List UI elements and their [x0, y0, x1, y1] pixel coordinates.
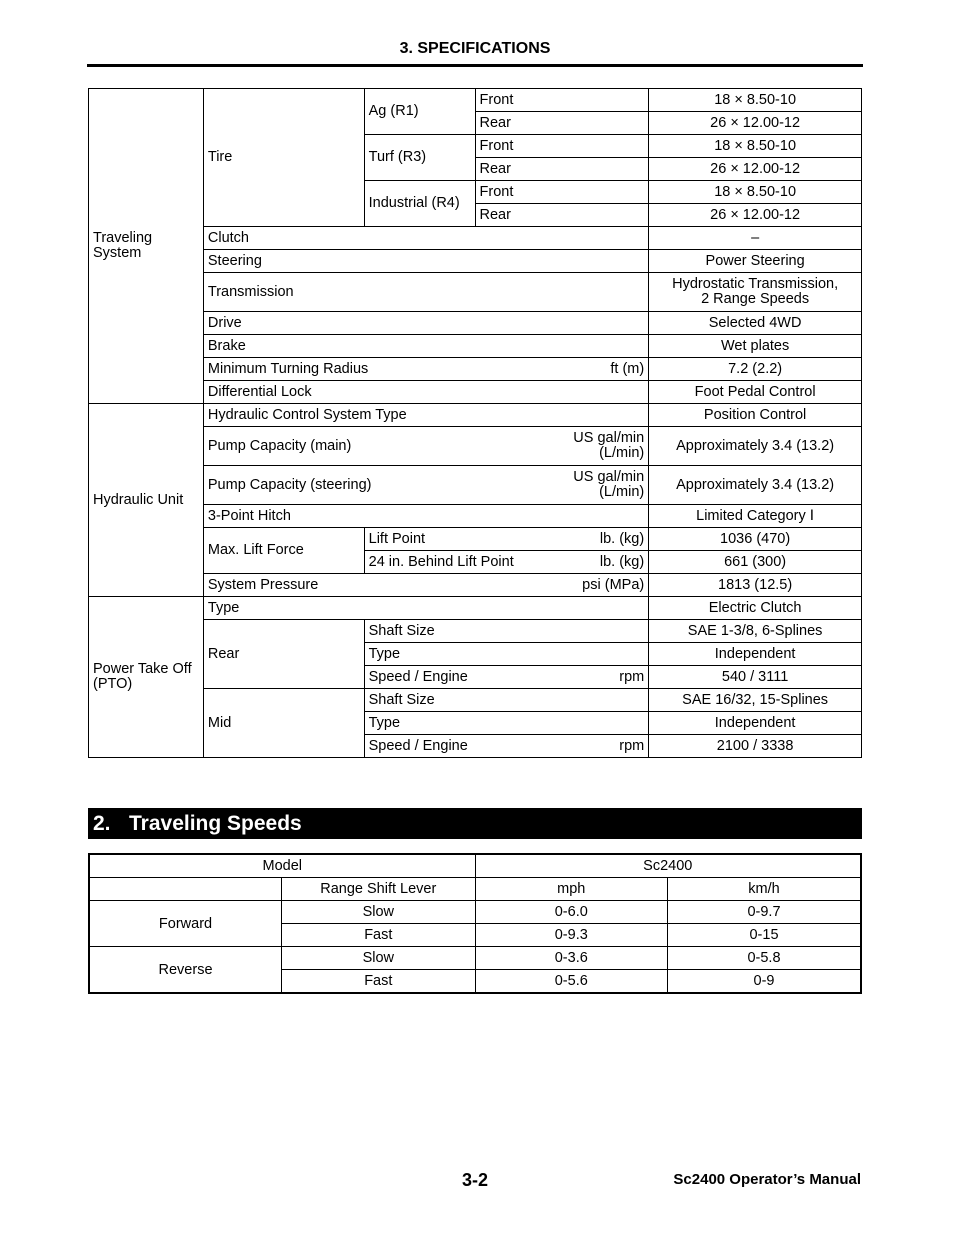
mid-speed-value: 2100 / 3338 [649, 735, 862, 758]
tire-type: Industrial (R4) [364, 181, 475, 227]
mid-speed-cell [364, 735, 649, 758]
pump-steering-unit-line2: (L/min) [599, 484, 645, 500]
unit-mph: mph [475, 878, 667, 901]
lift-point-label: Lift Point [368, 530, 426, 547]
clutch-label: Clutch [203, 227, 648, 250]
diff-lock-value: Foot Pedal Control [649, 381, 862, 404]
page-header-title: 3. SPECIFICATIONS [399, 40, 551, 57]
pump-steering-unit-line1: US gal/min [573, 469, 645, 485]
turning-radius-cell [203, 358, 648, 381]
turning-radius-value: 7.2 (2.2) [649, 358, 862, 381]
hydraulic-unit-label: Hydraulic Unit [89, 404, 204, 597]
tire-front-value: 18 × 8.50-10 [649, 181, 862, 204]
transmission-label: Transmission [203, 273, 648, 312]
page-number: 3-2 [462, 1170, 489, 1190]
tire-rear-value: 26 × 12.00-12 [649, 204, 862, 227]
tire-front-label: Front [475, 135, 649, 158]
mid-type-label: Type [364, 712, 649, 735]
tire-rear-value: 26 × 12.00-12 [649, 112, 862, 135]
drive-label: Drive [203, 312, 648, 335]
mid-speed-label: Speed / Engine [368, 737, 468, 754]
forward-fast-label: Fast [282, 924, 476, 947]
mid-shaft-label: Shaft Size [364, 689, 649, 712]
rear-shaft-value: SAE 1-3/8, 6-Splines [649, 620, 862, 643]
behind-lift-point-label: 24 in. Behind Lift Point [368, 553, 514, 570]
manual-title: Sc2400 Operator’s Manual [673, 1171, 861, 1188]
pto-label-line2: (PTO) [93, 676, 133, 692]
steering-label: Steering [203, 250, 648, 273]
pump-main-label: Pump Capacity (main) [207, 437, 352, 454]
reverse-slow-kmh: 0-5.8 [668, 947, 862, 970]
transmission-value-line1: Hydrostatic Transmission, [672, 276, 839, 292]
turning-radius-label: Minimum Turning Radius [207, 360, 369, 377]
mid-shaft-value: SAE 16/32, 15-Splines [649, 689, 862, 712]
tire-label: Tire [203, 89, 364, 227]
system-pressure-cell [203, 574, 648, 597]
reverse-slow-label: Slow [282, 947, 476, 970]
tire-type: Ag (R1) [364, 89, 475, 135]
tire-front-value: 18 × 8.50-10 [649, 89, 862, 112]
control-type-value: Position Control [649, 404, 862, 427]
pto-mid-label: Mid [203, 689, 364, 758]
tire-rear-label: Rear [475, 204, 649, 227]
control-type-label: Hydraulic Control System Type [203, 404, 648, 427]
system-pressure-value: 1813 (12.5) [649, 574, 862, 597]
pto-type-label: Type [203, 597, 648, 620]
traveling-system-label: Traveling System [89, 89, 204, 404]
behind-lift-point-cell [364, 551, 649, 574]
clutch-value: – [649, 227, 862, 250]
mid-speed-unit: rpm [619, 737, 645, 754]
tire-front-label: Front [475, 181, 649, 204]
pump-steering-cell [203, 466, 648, 505]
pump-main-unit-line2: (L/min) [599, 445, 645, 461]
tire-front-value: 18 × 8.50-10 [649, 135, 862, 158]
pto-label-line1: Power Take Off [93, 661, 192, 677]
lift-point-value: 1036 (470) [649, 528, 862, 551]
turning-radius-unit: ft (m) [610, 360, 645, 377]
rear-speed-value: 540 / 3111 [649, 666, 862, 689]
mid-type-value: Independent [649, 712, 862, 735]
behind-lift-point-value: 661 (300) [649, 551, 862, 574]
pump-main-cell [203, 427, 648, 466]
rear-type-label: Type [364, 643, 649, 666]
reverse-fast-mph: 0-5.6 [475, 970, 667, 994]
rear-speed-cell [364, 666, 649, 689]
reverse-label: Reverse [89, 947, 282, 994]
brake-label: Brake [203, 335, 648, 358]
tire-rear-label: Rear [475, 112, 649, 135]
pump-steering-value: Approximately 3.4 (13.2) [649, 466, 862, 505]
range-shift-lever-label: Range Shift Lever [282, 878, 476, 901]
forward-slow-label: Slow [282, 901, 476, 924]
traveling-speeds-table [88, 853, 862, 994]
pump-main-unit-line1: US gal/min [573, 430, 645, 446]
reverse-fast-kmh: 0-9 [668, 970, 862, 994]
rear-speed-unit: rpm [619, 668, 645, 685]
behind-lift-point-unit: lb. (kg) [599, 553, 645, 570]
pto-label [89, 597, 204, 758]
pto-type-value: Electric Clutch [649, 597, 862, 620]
section-number: 2. [93, 811, 111, 835]
section-title: Traveling Speeds [129, 811, 302, 835]
tire-type: Turf (R3) [364, 135, 475, 181]
pump-main-unit [573, 431, 644, 461]
rear-type-value: Independent [649, 643, 862, 666]
tire-front-label: Front [475, 89, 649, 112]
lift-point-cell [364, 528, 649, 551]
model-label: Model [89, 854, 475, 878]
rear-shaft-label: Shaft Size [364, 620, 649, 643]
diff-lock-label: Differential Lock [203, 381, 648, 404]
forward-slow-mph: 0-6.0 [475, 901, 667, 924]
forward-fast-mph: 0-9.3 [475, 924, 667, 947]
model-value: Sc2400 [475, 854, 861, 878]
rear-speed-label: Speed / Engine [368, 668, 468, 685]
forward-slow-kmh: 0-9.7 [668, 901, 862, 924]
tire-rear-value: 26 × 12.00-12 [649, 158, 862, 181]
transmission-value [649, 273, 862, 312]
hitch-label: 3-Point Hitch [203, 505, 648, 528]
empty-cell [89, 878, 282, 901]
forward-label: Forward [89, 901, 282, 947]
reverse-fast-label: Fast [282, 970, 476, 994]
drive-value: Selected 4WD [649, 312, 862, 335]
section-heading [88, 808, 862, 839]
specifications-table-main [88, 88, 862, 758]
forward-fast-kmh: 0-15 [668, 924, 862, 947]
reverse-slow-mph: 0-3.6 [475, 947, 667, 970]
lift-point-unit: lb. (kg) [599, 530, 645, 547]
header-divider [87, 64, 863, 67]
unit-kmh: km/h [668, 878, 862, 901]
system-pressure-label: System Pressure [207, 576, 319, 593]
pump-steering-unit [573, 470, 644, 500]
tire-rear-label: Rear [475, 158, 649, 181]
system-pressure-unit: psi (MPa) [582, 576, 645, 593]
hitch-value: Limited Category Ⅰ [649, 505, 862, 528]
pto-rear-label: Rear [203, 620, 364, 689]
steering-value: Power Steering [649, 250, 862, 273]
pump-steering-label: Pump Capacity (steering) [207, 476, 372, 493]
pump-main-value: Approximately 3.4 (13.2) [649, 427, 862, 466]
transmission-value-line2: 2 Range Speeds [701, 291, 810, 307]
lift-force-label: Max. Lift Force [203, 528, 364, 574]
brake-value: Wet plates [649, 335, 862, 358]
